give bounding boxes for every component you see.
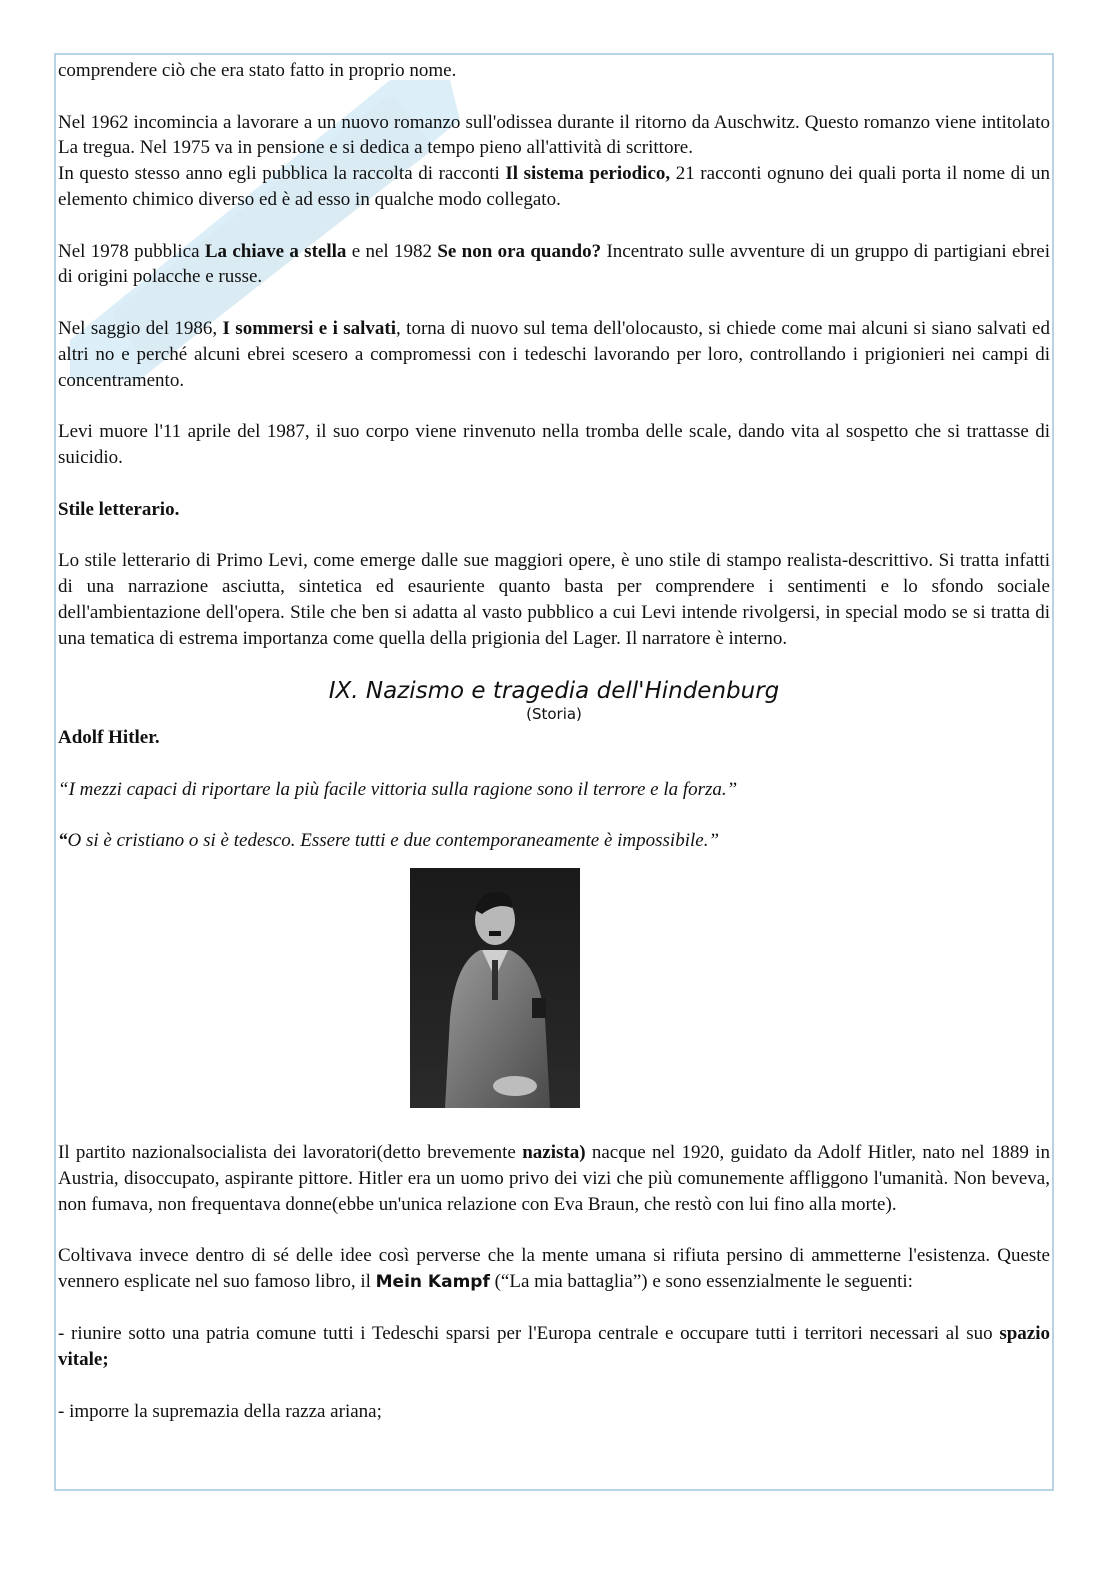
paragraph: Nel 1978 pubblica La chiave a stella e nel 1982 Se non ora quando? Incentrato sulle avventure di un gruppo di partigiani ebrei di origini polacche e russe. <box>58 240 1050 288</box>
paragraph: Lo stile letterario di Primo Levi, come emerge dalle sue maggiori opere, è uno stile di stampo realista-descrittivo. Si tratta infatti di una narrazione asciutta, sintetica ed esauriente quanto basta per comprendere i sentimenti e lo sfondo sociale dell'ambientazione dell'opera. Stile che ben si adatta al vasto pubblico a cui Levi intende rivolgersi, in special modo se si tratta di una tematica di estrema importanza come quella della prigionia del Lager. Il narratore è interno. <box>58 550 1050 649</box>
subheading: Adolf Hitler. <box>58 727 160 749</box>
figure <box>58 868 1050 1116</box>
paragraph: Nel 1962 incomincia a lavorare a un nuovo romanzo sull'odissea durante il ritorno da Auschwitz. Questo romanzo viene intitolato La tregua. Nel 1975 va in pensione e si dedica a tempo pieno all'attività di scrittore. In questo stesso anno egli pubblica la raccolta di racconti Il sistema periodico, 21 racconti ognuno dei quali porta il nome di un elemento chimico diverso ed è ad esso in qualche modo collegato. <box>58 111 1050 210</box>
paragraph: Levi muore l'11 aprile del 1987, il suo corpo viene rinvenuto nella tromba delle scale, dando vita al sospetto che si trattasse di suicidio. <box>58 421 1050 468</box>
paragraph: - riunire sotto una patria comune tutti i Tedeschi sparsi per l'Europa centrale e occupare tutti i territori necessari al suo spazio vitale; <box>58 1323 1050 1371</box>
paragraph: - imporre la supremazia della razza ariana; <box>58 1400 382 1422</box>
hitler-photo <box>410 868 580 1108</box>
subheading: Stile letterario. <box>58 498 180 520</box>
section-title: IX. Nazismo e tragedia dell'Hindenburg <box>328 678 780 705</box>
paragraph: comprendere ciò che era stato fatto in proprio nome. <box>58 60 457 81</box>
paragraph: Coltivava invece dentro di sé delle idee così perverse che la mente umana si rifiuta persino di ammetterne l'esistenza. Queste vennero esplicate nel suo famoso libro, il Mein Kampf (“La mia battaglia”) e sono essenzialmente le seguenti: <box>58 1245 1050 1292</box>
document-body <box>58 58 1050 1450</box>
paragraph: Il partito nazionalsocialista dei lavoratori(detto brevemente nazista) nacque nel 1920, guidato da Adolf Hitler, nato nel 1889 in Austria, disoccupato, aspirante pittore. Hitler era un uomo privo dei vizi che più comunemente affliggono l'umanità. Non beveva, non fumava, non frequentava donne(ebbe un'unica relazione con Eva Braun, che restò con lui fino alla morte). <box>58 1141 1050 1215</box>
paragraph: Nel saggio del 1986, I sommersi e i salvati, torna di nuovo sul tema dell'olocausto, si chiede come mai alcuni si siano salvati ed altri no e perché alcuni ebrei scesero a compromessi con i tedeschi lavorando per loro, controllando i prigionieri nei campi di concentramento. <box>58 317 1050 391</box>
section-subtitle: (Storia) <box>526 705 582 724</box>
quote: “O si è cristiano o si è tedesco. Essere tutti e due contemporaneamente è impossibile.” <box>58 830 720 852</box>
quote: “I mezzi capaci di riportare la più facile vittoria sulla ragione sono il terrore e la forza.” <box>58 778 738 800</box>
